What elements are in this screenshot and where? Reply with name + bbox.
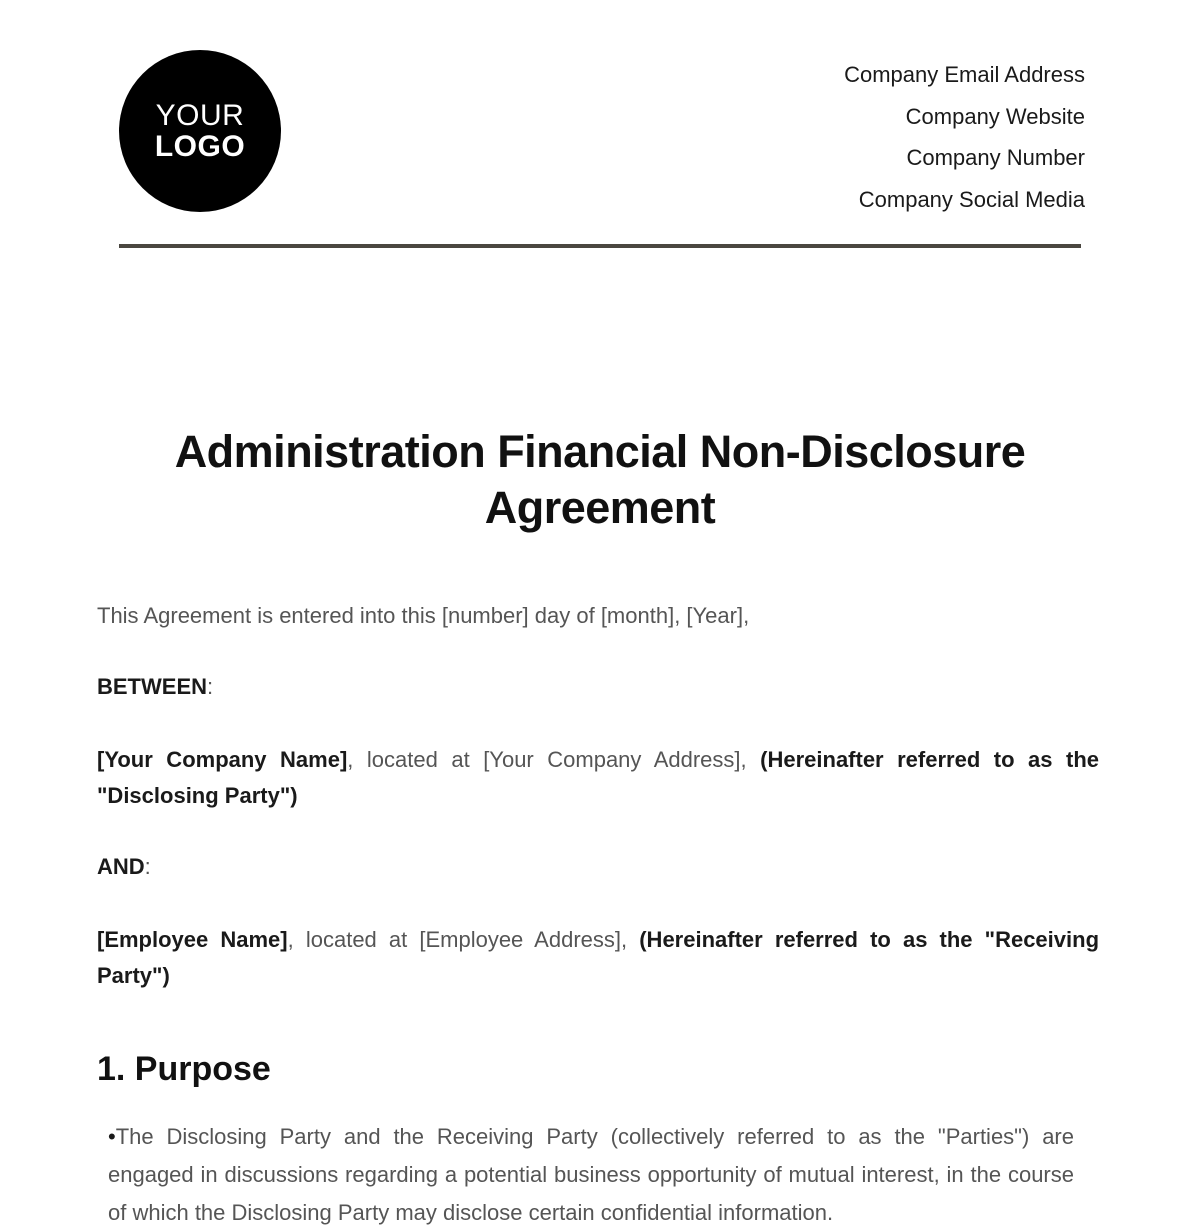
company-email: Company Email Address (844, 62, 1085, 87)
disclosing-party-name: [Your Company Name] (97, 747, 348, 772)
document-title: Administration Financial Non-Disclosure Agreement (174, 426, 1026, 533)
disclosing-party-location: , located at [Your Company Address], (347, 747, 761, 772)
header-divider (119, 244, 1081, 248)
receiving-party-reference: (Hereinafter referred to as the "Receiving Party") (97, 927, 1100, 988)
section-heading-purpose: 1. Purpose (97, 1050, 271, 1088)
and-label (97, 849, 1099, 885)
receiving-party-name: [Employee Name] (97, 927, 288, 952)
receiving-party-paragraph (97, 922, 1099, 994)
between-label (97, 669, 1099, 705)
and-colon: : (144, 854, 151, 879)
company-number: Company Number (906, 145, 1085, 170)
between-text: BETWEEN (97, 674, 207, 699)
company-logo (119, 50, 281, 212)
intro-paragraph: This Agreement is entered into this [number] day of [month], [Year], (97, 603, 750, 628)
receiving-party-location: , located at [Employee Address], (287, 927, 640, 952)
purpose-bullet (108, 1118, 1074, 1232)
disclosing-party-paragraph (97, 742, 1099, 814)
logo-line-1: YOUR (155, 98, 245, 132)
company-social-media: Company Social Media (858, 186, 1085, 212)
logo-line-2: LOGO (154, 130, 246, 163)
purpose-bullet-text: The Disclosing Party and the Receiving Party (collectively referred to as the "Parties") are engaged in discussions regarding a potential business opportunity of mutual interest, in the course of which the Disclosing Party may disclose certain confidential information. (108, 1124, 1074, 1225)
bullet-marker: • (108, 1124, 116, 1149)
company-contact-block (844, 54, 1085, 220)
disclosing-party-reference: (Hereinafter referred to as the "Disclosing Party") (97, 747, 1100, 808)
company-website: Company Website (905, 103, 1085, 129)
between-colon: : (207, 674, 214, 699)
and-text: AND (97, 854, 145, 879)
